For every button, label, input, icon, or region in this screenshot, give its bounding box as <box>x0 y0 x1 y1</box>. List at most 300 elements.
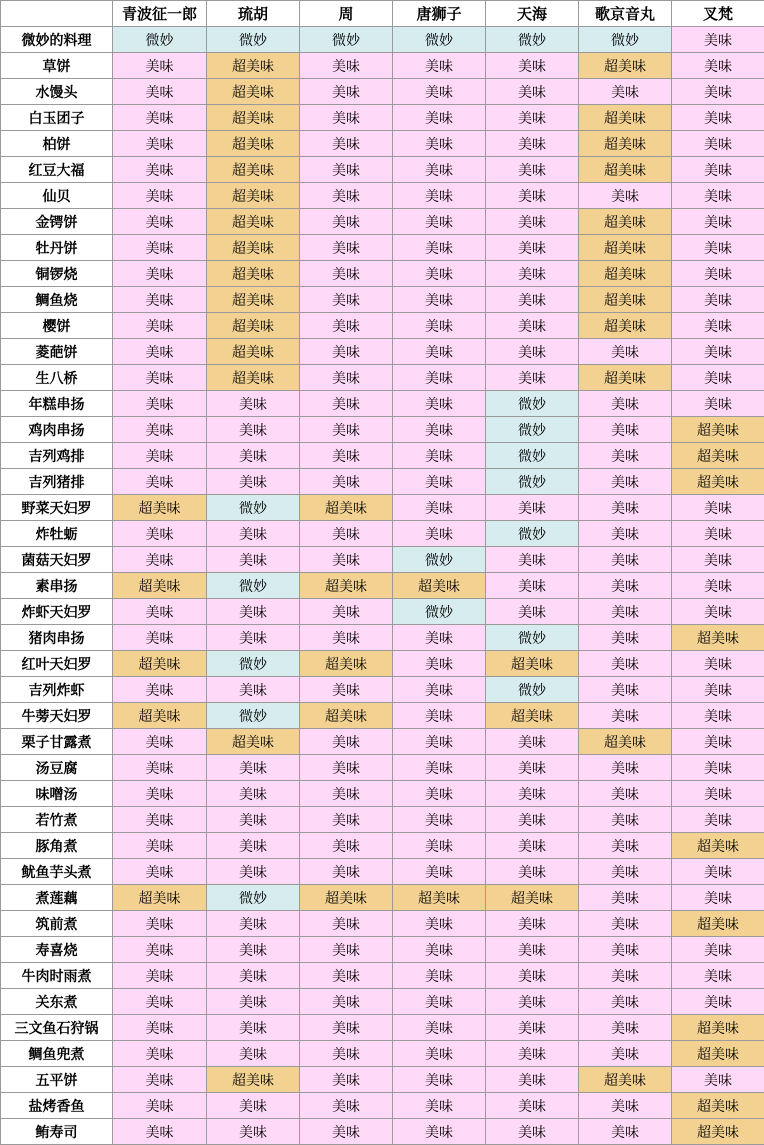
rating-cell: 美味 <box>579 625 672 651</box>
rating-cell: 超美味 <box>579 313 672 339</box>
rating-cell: 美味 <box>579 495 672 521</box>
rating-cell: 美味 <box>486 1067 579 1093</box>
rating-cell: 美味 <box>207 469 300 495</box>
rating-cell: 美味 <box>300 781 393 807</box>
rating-cell: 美味 <box>300 1093 393 1119</box>
rating-cell: 美味 <box>579 833 672 859</box>
rating-cell: 美味 <box>672 599 764 625</box>
rating-cell: 超美味 <box>672 443 764 469</box>
rating-cell: 美味 <box>300 391 393 417</box>
rating-cell: 美味 <box>486 807 579 833</box>
rating-cell: 美味 <box>113 963 207 989</box>
rating-cell: 美味 <box>393 651 486 677</box>
row-header: 菌菇天妇罗 <box>1 547 113 573</box>
rating-cell: 美味 <box>113 937 207 963</box>
row-header: 鲷鱼兜煮 <box>1 1041 113 1067</box>
rating-cell: 超美味 <box>113 495 207 521</box>
row-header: 煮莲藕 <box>1 885 113 911</box>
rating-cell: 美味 <box>486 131 579 157</box>
row-header: 牛肉时雨煮 <box>1 963 113 989</box>
row-header: 炸牡蛎 <box>1 521 113 547</box>
rating-cell: 美味 <box>486 937 579 963</box>
rating-cell: 美味 <box>113 443 207 469</box>
rating-cell: 超美味 <box>579 209 672 235</box>
rating-cell: 美味 <box>579 443 672 469</box>
rating-cell: 美味 <box>579 469 672 495</box>
rating-cell: 超美味 <box>300 703 393 729</box>
row-header: 素串扬 <box>1 573 113 599</box>
rating-cell: 美味 <box>300 521 393 547</box>
rating-cell: 美味 <box>113 547 207 573</box>
rating-cell: 美味 <box>300 443 393 469</box>
rating-cell: 美味 <box>113 729 207 755</box>
row-header: 柏饼 <box>1 131 113 157</box>
rating-cell: 超美味 <box>579 131 672 157</box>
rating-cell: 美味 <box>486 287 579 313</box>
rating-cell: 美味 <box>393 417 486 443</box>
rating-cell: 美味 <box>300 209 393 235</box>
rating-cell: 美味 <box>300 1041 393 1067</box>
rating-cell: 超美味 <box>579 235 672 261</box>
rating-cell: 美味 <box>300 911 393 937</box>
rating-cell: 美味 <box>113 1067 207 1093</box>
rating-cell: 美味 <box>393 157 486 183</box>
rating-cell: 美味 <box>393 209 486 235</box>
row-header: 红豆大福 <box>1 157 113 183</box>
rating-cell: 美味 <box>672 131 764 157</box>
rating-cell: 美味 <box>393 755 486 781</box>
rating-cell: 超美味 <box>579 365 672 391</box>
rating-cell: 美味 <box>300 1067 393 1093</box>
rating-cell: 美味 <box>207 755 300 781</box>
rating-cell: 美味 <box>300 79 393 105</box>
rating-cell: 美味 <box>300 287 393 313</box>
rating-cell: 美味 <box>393 963 486 989</box>
rating-cell: 美味 <box>113 1093 207 1119</box>
rating-cell: 美味 <box>486 989 579 1015</box>
rating-cell: 美味 <box>672 365 764 391</box>
rating-cell: 超美味 <box>393 885 486 911</box>
rating-cell: 超美味 <box>672 833 764 859</box>
rating-cell: 美味 <box>393 53 486 79</box>
rating-cell: 美味 <box>672 339 764 365</box>
row-header: 若竹煮 <box>1 807 113 833</box>
rating-cell: 美味 <box>113 417 207 443</box>
rating-cell: 超美味 <box>300 495 393 521</box>
rating-cell: 美味 <box>393 469 486 495</box>
rating-cell: 美味 <box>113 625 207 651</box>
rating-cell: 美味 <box>300 1119 393 1145</box>
rating-cell: 美味 <box>300 131 393 157</box>
rating-cell: 超美味 <box>486 885 579 911</box>
rating-cell: 美味 <box>672 209 764 235</box>
row-header: 牛蒡天妇罗 <box>1 703 113 729</box>
rating-cell: 美味 <box>300 755 393 781</box>
rating-cell: 微妙 <box>207 703 300 729</box>
rating-cell: 美味 <box>672 235 764 261</box>
row-header: 吉列猪排 <box>1 469 113 495</box>
rating-cell: 美味 <box>486 755 579 781</box>
rating-cell: 美味 <box>393 1093 486 1119</box>
row-header: 牡丹饼 <box>1 235 113 261</box>
rating-cell: 美味 <box>207 391 300 417</box>
rating-cell: 美味 <box>113 859 207 885</box>
row-header: 野菜天妇罗 <box>1 495 113 521</box>
rating-cell: 美味 <box>207 443 300 469</box>
rating-cell: 美味 <box>300 105 393 131</box>
rating-cell: 美味 <box>113 833 207 859</box>
rating-cell: 超美味 <box>672 911 764 937</box>
row-header: 筑前煮 <box>1 911 113 937</box>
rating-cell: 美味 <box>393 1015 486 1041</box>
rating-cell: 美味 <box>300 1015 393 1041</box>
rating-cell: 超美味 <box>672 417 764 443</box>
rating-cell: 美味 <box>207 1093 300 1119</box>
rating-cell: 美味 <box>113 339 207 365</box>
rating-cell: 美味 <box>486 573 579 599</box>
rating-cell: 微妙 <box>207 885 300 911</box>
rating-cell: 美味 <box>113 599 207 625</box>
rating-cell: 美味 <box>486 1015 579 1041</box>
rating-cell: 美味 <box>486 729 579 755</box>
rating-cell: 美味 <box>486 495 579 521</box>
rating-cell: 美味 <box>486 235 579 261</box>
rating-cell: 微妙 <box>393 599 486 625</box>
rating-cell: 美味 <box>486 105 579 131</box>
rating-cell: 美味 <box>207 807 300 833</box>
rating-cell: 超美味 <box>207 53 300 79</box>
row-header: 寿喜烧 <box>1 937 113 963</box>
rating-cell: 美味 <box>672 755 764 781</box>
rating-cell: 美味 <box>393 287 486 313</box>
rating-cell: 美味 <box>113 911 207 937</box>
rating-cell: 美味 <box>300 339 393 365</box>
rating-cell: 美味 <box>579 703 672 729</box>
rating-cell: 美味 <box>300 547 393 573</box>
rating-cell: 美味 <box>672 963 764 989</box>
rating-cell: 美味 <box>207 911 300 937</box>
rating-cell: 美味 <box>113 53 207 79</box>
rating-cell: 美味 <box>672 677 764 703</box>
rating-cell: 美味 <box>672 183 764 209</box>
rating-cell: 美味 <box>393 261 486 287</box>
rating-cell: 美味 <box>207 521 300 547</box>
rating-cell: 美味 <box>579 1041 672 1067</box>
row-header: 鲔寿司 <box>1 1119 113 1145</box>
rating-cell: 美味 <box>672 937 764 963</box>
rating-cell: 美味 <box>393 703 486 729</box>
rating-cell: 美味 <box>207 599 300 625</box>
rating-cell: 微妙 <box>486 391 579 417</box>
rating-cell: 美味 <box>393 339 486 365</box>
rating-cell: 微妙 <box>393 547 486 573</box>
rating-cell: 美味 <box>672 313 764 339</box>
rating-cell: 微妙 <box>486 417 579 443</box>
rating-cell: 美味 <box>672 53 764 79</box>
rating-cell: 超美味 <box>207 287 300 313</box>
rating-cell: 美味 <box>393 833 486 859</box>
rating-cell: 美味 <box>579 1093 672 1119</box>
row-header: 吉列鸡排 <box>1 443 113 469</box>
rating-cell: 美味 <box>393 729 486 755</box>
rating-cell: 微妙 <box>486 677 579 703</box>
rating-cell: 美味 <box>672 157 764 183</box>
rating-cell: 美味 <box>300 261 393 287</box>
rating-cell: 美味 <box>486 209 579 235</box>
rating-cell: 美味 <box>672 391 764 417</box>
row-header: 鲷鱼烧 <box>1 287 113 313</box>
rating-cell: 美味 <box>300 833 393 859</box>
rating-cell: 超美味 <box>207 365 300 391</box>
rating-cell: 超美味 <box>207 729 300 755</box>
rating-cell: 超美味 <box>486 703 579 729</box>
rating-cell: 美味 <box>579 417 672 443</box>
rating-cell: 超美味 <box>579 261 672 287</box>
rating-cell: 美味 <box>486 1119 579 1145</box>
row-header: 白玉团子 <box>1 105 113 131</box>
rating-cell: 美味 <box>579 807 672 833</box>
row-header: 红叶天妇罗 <box>1 651 113 677</box>
rating-cell: 美味 <box>672 27 764 53</box>
rating-cell: 美味 <box>579 677 672 703</box>
rating-cell: 美味 <box>207 625 300 651</box>
rating-cell: 美味 <box>393 105 486 131</box>
rating-cell: 美味 <box>672 989 764 1015</box>
rating-cell: 美味 <box>300 729 393 755</box>
row-header: 水馒头 <box>1 79 113 105</box>
row-header: 生八桥 <box>1 365 113 391</box>
rating-cell: 美味 <box>113 105 207 131</box>
rating-cell: 美味 <box>113 365 207 391</box>
rating-cell: 美味 <box>672 1067 764 1093</box>
rating-cell: 美味 <box>486 1093 579 1119</box>
rating-cell: 美味 <box>300 963 393 989</box>
rating-cell: 美味 <box>207 1119 300 1145</box>
rating-cell: 美味 <box>672 703 764 729</box>
rating-cell: 超美味 <box>207 1067 300 1093</box>
rating-cell: 超美味 <box>672 1093 764 1119</box>
rating-cell: 美味 <box>300 417 393 443</box>
rating-cell: 美味 <box>300 989 393 1015</box>
rating-cell: 美味 <box>113 521 207 547</box>
rating-cell: 美味 <box>300 807 393 833</box>
rating-cell: 美味 <box>393 495 486 521</box>
rating-cell: 美味 <box>393 183 486 209</box>
row-header: 猪肉串扬 <box>1 625 113 651</box>
rating-cell: 美味 <box>113 1041 207 1067</box>
rating-cell: 美味 <box>486 963 579 989</box>
rating-cell: 美味 <box>486 79 579 105</box>
rating-cell: 美味 <box>393 677 486 703</box>
rating-cell: 美味 <box>672 859 764 885</box>
rating-cell: 超美味 <box>113 885 207 911</box>
rating-cell: 美味 <box>486 911 579 937</box>
rating-cell: 美味 <box>207 1041 300 1067</box>
row-header: 铜锣烧 <box>1 261 113 287</box>
rating-cell: 美味 <box>579 859 672 885</box>
rating-cell: 微妙 <box>486 27 579 53</box>
rating-cell: 美味 <box>113 1015 207 1041</box>
rating-cell: 美味 <box>113 781 207 807</box>
rating-cell: 美味 <box>393 781 486 807</box>
rating-cell: 美味 <box>486 339 579 365</box>
rating-cell: 超美味 <box>207 131 300 157</box>
rating-cell: 美味 <box>300 235 393 261</box>
rating-cell: 美味 <box>579 781 672 807</box>
rating-cell: 美味 <box>113 807 207 833</box>
rating-cell: 美味 <box>486 313 579 339</box>
rating-cell: 美味 <box>672 729 764 755</box>
rating-cell: 超美味 <box>300 885 393 911</box>
rating-cell: 美味 <box>113 157 207 183</box>
rating-cell: 美味 <box>579 339 672 365</box>
rating-cell: 超美味 <box>579 729 672 755</box>
rating-cell: 美味 <box>579 963 672 989</box>
rating-cell: 微妙 <box>207 495 300 521</box>
row-header: 微妙的料理 <box>1 27 113 53</box>
rating-cell: 美味 <box>579 599 672 625</box>
rating-cell: 美味 <box>113 235 207 261</box>
rating-cell: 美味 <box>300 53 393 79</box>
rating-cell: 美味 <box>579 79 672 105</box>
rating-cell: 超美味 <box>393 573 486 599</box>
rating-cell: 美味 <box>207 1015 300 1041</box>
row-header: 菱葩饼 <box>1 339 113 365</box>
rating-cell: 超美味 <box>207 183 300 209</box>
rating-cell: 微妙 <box>207 651 300 677</box>
rating-cell: 美味 <box>579 937 672 963</box>
rating-cell: 美味 <box>113 391 207 417</box>
rating-cell: 美味 <box>579 521 672 547</box>
rating-cell: 美味 <box>393 131 486 157</box>
rating-cell: 美味 <box>393 391 486 417</box>
rating-cell: 美味 <box>393 1119 486 1145</box>
rating-cell: 超美味 <box>300 573 393 599</box>
rating-cell: 超美味 <box>486 651 579 677</box>
rating-cell: 美味 <box>579 755 672 781</box>
rating-cell: 美味 <box>486 365 579 391</box>
rating-cell: 美味 <box>672 521 764 547</box>
rating-cell: 美味 <box>672 885 764 911</box>
rating-cell: 美味 <box>113 755 207 781</box>
rating-cell: 美味 <box>113 469 207 495</box>
rating-cell: 美味 <box>207 989 300 1015</box>
rating-cell: 美味 <box>486 1041 579 1067</box>
rating-cell: 美味 <box>207 937 300 963</box>
rating-cell: 微妙 <box>207 573 300 599</box>
rating-cell: 美味 <box>579 885 672 911</box>
rating-cell: 美味 <box>579 391 672 417</box>
rating-cell: 美味 <box>672 261 764 287</box>
rating-cell: 超美味 <box>207 209 300 235</box>
rating-cell: 超美味 <box>672 625 764 651</box>
rating-cell: 美味 <box>113 183 207 209</box>
rating-cell: 超美味 <box>300 651 393 677</box>
rating-cell: 美味 <box>300 859 393 885</box>
row-header: 汤豆腐 <box>1 755 113 781</box>
rating-cell: 美味 <box>672 651 764 677</box>
row-header: 金锷饼 <box>1 209 113 235</box>
row-header: 鱿鱼芋头煮 <box>1 859 113 885</box>
rating-cell: 微妙 <box>113 27 207 53</box>
row-header: 樱饼 <box>1 313 113 339</box>
rating-cell: 美味 <box>393 937 486 963</box>
rating-cell: 超美味 <box>579 53 672 79</box>
rating-cell: 超美味 <box>207 79 300 105</box>
rating-cell: 美味 <box>486 859 579 885</box>
rating-cell: 美味 <box>672 547 764 573</box>
rating-cell: 微妙 <box>579 27 672 53</box>
column-header: 琉胡 <box>207 1 300 27</box>
rating-cell: 微妙 <box>300 27 393 53</box>
rating-cell: 美味 <box>672 79 764 105</box>
rating-cell: 美味 <box>486 53 579 79</box>
row-header: 三文鱼石狩锅 <box>1 1015 113 1041</box>
rating-cell: 美味 <box>486 183 579 209</box>
rating-cell: 美味 <box>579 1119 672 1145</box>
rating-cell: 美味 <box>579 547 672 573</box>
rating-cell: 超美味 <box>207 339 300 365</box>
row-header: 吉列炸虾 <box>1 677 113 703</box>
rating-cell: 超美味 <box>207 235 300 261</box>
column-header: 歌京音丸 <box>579 1 672 27</box>
rating-cell: 美味 <box>393 1067 486 1093</box>
rating-cell: 美味 <box>300 937 393 963</box>
rating-cell: 美味 <box>300 157 393 183</box>
rating-cell: 微妙 <box>486 625 579 651</box>
row-header: 炸虾天妇罗 <box>1 599 113 625</box>
rating-cell: 美味 <box>486 261 579 287</box>
rating-cell: 美味 <box>579 989 672 1015</box>
row-header: 关东煮 <box>1 989 113 1015</box>
rating-cell: 超美味 <box>579 287 672 313</box>
rating-cell: 美味 <box>113 1119 207 1145</box>
column-header: 叉梵 <box>672 1 764 27</box>
rating-cell: 美味 <box>393 625 486 651</box>
rating-cell: 美味 <box>579 911 672 937</box>
rating-cell: 美味 <box>393 859 486 885</box>
rating-cell: 美味 <box>113 677 207 703</box>
rating-cell: 美味 <box>393 1041 486 1067</box>
rating-cell: 美味 <box>113 287 207 313</box>
rating-cell: 美味 <box>393 911 486 937</box>
rating-cell: 超美味 <box>207 313 300 339</box>
rating-cell: 微妙 <box>393 27 486 53</box>
rating-cell: 微妙 <box>486 443 579 469</box>
rating-cell: 超美味 <box>579 157 672 183</box>
rating-cell: 美味 <box>300 677 393 703</box>
rating-cell: 美味 <box>579 183 672 209</box>
rating-cell: 美味 <box>672 495 764 521</box>
rating-cell: 美味 <box>486 599 579 625</box>
rating-cell: 美味 <box>393 443 486 469</box>
rating-cell: 美味 <box>207 781 300 807</box>
rating-cell: 超美味 <box>113 573 207 599</box>
rating-cell: 超美味 <box>579 105 672 131</box>
column-header: 天海 <box>486 1 579 27</box>
rating-cell: 美味 <box>207 417 300 443</box>
rating-cell: 美味 <box>113 989 207 1015</box>
rating-cell: 美味 <box>393 79 486 105</box>
corner-header <box>1 1 113 27</box>
row-header: 盐烤香鱼 <box>1 1093 113 1119</box>
row-header: 年糕串扬 <box>1 391 113 417</box>
row-header: 仙贝 <box>1 183 113 209</box>
rating-cell: 美味 <box>486 781 579 807</box>
rating-cell: 美味 <box>393 365 486 391</box>
row-header: 五平饼 <box>1 1067 113 1093</box>
rating-cell: 美味 <box>300 365 393 391</box>
